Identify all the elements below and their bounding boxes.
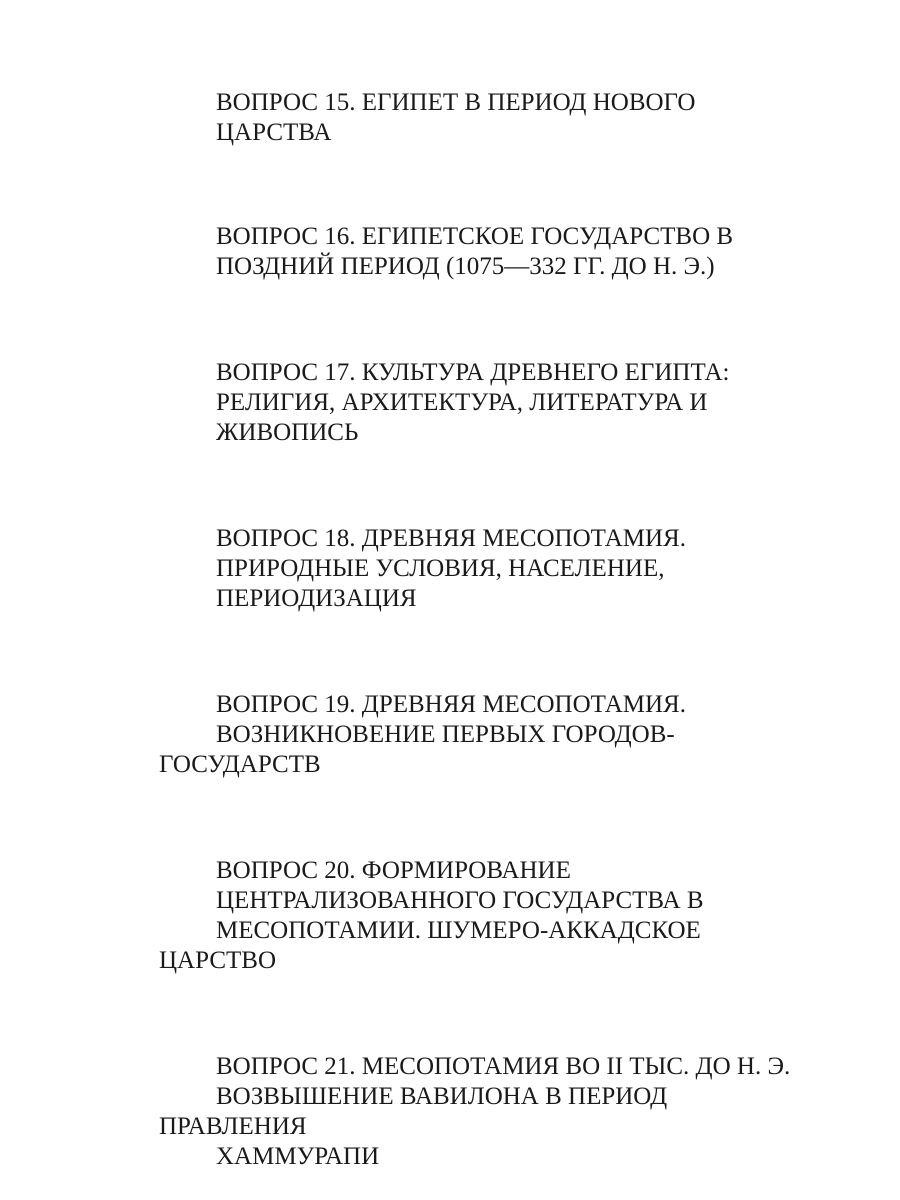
heading-line: ХАММУРАПИ [216, 1143, 380, 1170]
heading-line: ВОПРОС 15. ЕГИПЕТ В ПЕРИОД НОВОГО [216, 89, 696, 116]
heading-line: МЕСОПОТАМИИ. ШУМЕРО-АККАДСКОЕ ЦАРСТВО [159, 917, 701, 974]
spacer [159, 448, 799, 524]
heading-line: ВОЗНИКНОВЕНИЕ ПЕРВЫХ ГОРОДОВ-ГОСУДАРСТВ [159, 721, 675, 778]
spacer [159, 780, 799, 856]
heading-line: ЦАРСТВА [216, 119, 332, 146]
heading-line: ВОПРОС 18. ДРЕВНЯЯ МЕСОПОТАМИЯ. [216, 525, 686, 552]
question-21-heading [159, 1052, 799, 1172]
question-19-heading [159, 690, 799, 780]
heading-line: ВОПРОС 19. ДРЕВНЯЯ МЕСОПОТАМИЯ. [216, 691, 686, 718]
spacer [159, 976, 799, 1052]
heading-line: ПРИРОДНЫЕ УСЛОВИЯ, НАСЕЛЕНИЕ, [216, 555, 665, 582]
heading-line: ВОПРОС 21. МЕСОПОТАМИЯ ВО II ТЫС. ДО Н. Э. [216, 1053, 791, 1080]
heading-line: ВОЗВЫШЕНИЕ ВАВИЛОНА В ПЕРИОД ПРАВЛЕНИЯ [159, 1083, 668, 1140]
heading-line: ВОПРОС 17. КУЛЬТУРА ДРЕВНЕГО ЕГИПТА: [216, 359, 730, 386]
heading-line: ВОПРОС 16. ЕГИПЕТСКОЕ ГОСУДАРСТВО В [216, 223, 734, 250]
spacer [159, 614, 799, 690]
heading-line: ПОЗДНИЙ ПЕРИОД (1075—332 ГГ. ДО Н. Э.) [216, 253, 715, 280]
document-page [159, 88, 799, 1172]
heading-line: ПЕРИОДИЗАЦИЯ [216, 585, 417, 612]
heading-line: ВОПРОС 20. ФОРМИРОВАНИЕ [216, 857, 571, 884]
question-15-heading [159, 88, 799, 148]
spacer [159, 282, 799, 358]
heading-line: РЕЛИГИЯ, АРХИТЕКТУРА, ЛИТЕРАТУРА И [216, 389, 708, 416]
spacer [159, 148, 799, 222]
question-20-heading [159, 856, 799, 976]
question-16-heading [159, 222, 799, 282]
heading-line: ЦЕНТРАЛИЗОВАННОГО ГОСУДАРСТВА В [216, 887, 704, 914]
question-18-heading [159, 524, 799, 614]
heading-line: ЖИВОПИСЬ [216, 419, 359, 446]
question-17-heading [159, 358, 799, 448]
